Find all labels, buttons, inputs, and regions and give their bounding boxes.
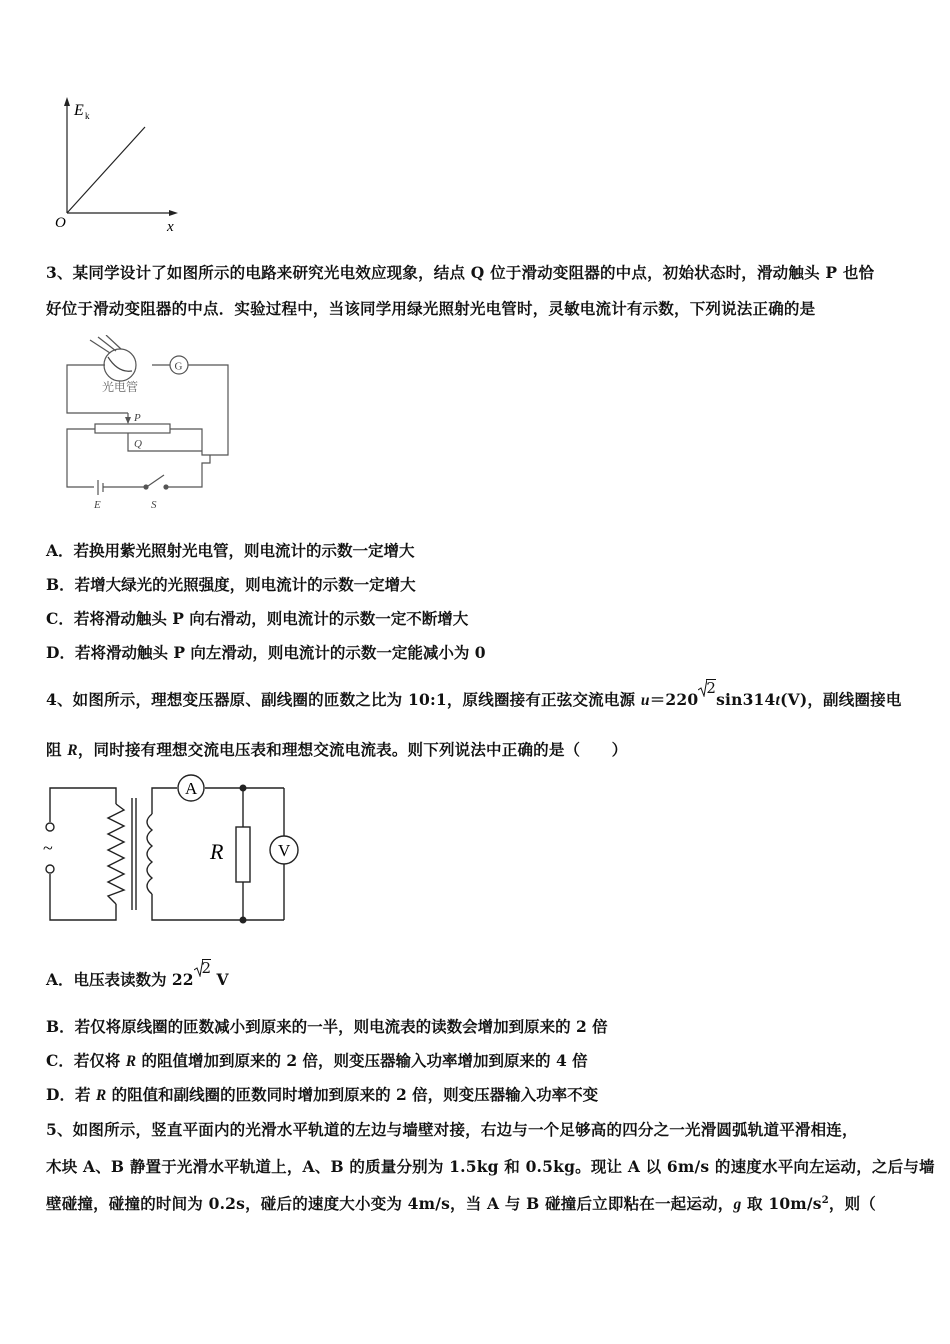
transformer-circuit [40, 774, 310, 926]
q3-option-c: C．若将滑动触头 P 向右滑动，则电流计的示数一定不断增大 [46, 609, 469, 628]
galvanometer-label: G [174, 360, 183, 373]
q5-g: g [733, 1196, 742, 1213]
q4-u: u [640, 692, 650, 709]
q4-t: t [775, 692, 781, 709]
ammeter-label: A [185, 779, 198, 798]
s-label: S [151, 499, 157, 511]
q4-sqrt: 2 [698, 679, 716, 697]
q3-option-b: B．若增大绿光的光照强度，则电流计的示数一定增大 [46, 575, 416, 594]
q4-option-a [46, 959, 229, 990]
q4-line2-a: 阻 [46, 740, 68, 759]
q4-line1-a: 4、如图所示，理想变压器原、副线圈的匝数之比为 10:1，原线圈接有正弦交流电源 [46, 690, 641, 709]
photoelectric-circuit [60, 335, 250, 515]
ek-graph [50, 95, 190, 235]
voltmeter-label: V [278, 841, 291, 860]
q3-option-d: D．若将滑动触头 P 向左滑动，则电流计的示数一定能减小为 0 [46, 643, 486, 662]
q5-line3-c: ，则（ [828, 1194, 876, 1213]
q-label: Q [134, 438, 142, 450]
rheostat [95, 424, 170, 433]
ac-source-symbol: ~ [43, 838, 53, 858]
q4-option-c-r: R [125, 1053, 137, 1070]
q4-option-b: B．若仅将原线圈的匝数减小到原来的一半，则电流表的读数会增加到原来的 2 倍 [46, 1017, 608, 1036]
q4-line1-c: (V)，副线圈接电 [780, 690, 902, 709]
x-axis-arrow [169, 210, 178, 216]
q3-line2: 好位于滑动变阻器的中点．实验过程中，当该同学用绿光照射光电管时，灵敏电流计有示数，下列说法正确的是 [46, 299, 816, 318]
y-axis-arrow [64, 97, 70, 106]
q5-line2: 木块 A、B 静置于光滑水平轨道上，A、B 的质量分别为 1.5kg 和 0.5kg。现让 A 以 6m/s 的速度水平向左运动，之后与墙 [46, 1157, 935, 1176]
e-label: E [94, 499, 101, 511]
q4-line2-r: R [67, 742, 78, 759]
q4-option-a-prefix: A．电压表读数为 22 [46, 970, 194, 989]
q3-option-a: A．若换用紫光照射光电管，则电流计的示数一定增大 [46, 541, 415, 560]
q5-line3-a: 壁碰撞，碰撞的时间为 0.2s，碰后的速度大小变为 4m/s，当 A 与 B 碰撞后立即粘在一起运动， [46, 1194, 734, 1213]
q4-option-d-b: 的阻值和副线圈的匝数同时增加到原来的 2 倍，则变压器输入功率不变 [106, 1085, 599, 1104]
q5-line1: 5、如图所示，竖直平面内的光滑水平轨道的左边与墙壁对接，右边与一个足够高的四分之一光滑圆弧轨道平滑相连， [46, 1120, 858, 1139]
p-label: P [134, 412, 141, 424]
q5-sup: 2 [821, 1194, 829, 1206]
q4-option-d [46, 1083, 598, 1105]
q4-eq: ＝220 [649, 690, 699, 709]
ek-x-label: x [167, 219, 174, 235]
q4-sin: sin314 [716, 690, 776, 709]
resistor-label: R [210, 839, 224, 864]
q5-line3 [46, 1192, 876, 1214]
ek-line [67, 127, 145, 213]
q5-line3-b: 取 10m/s [741, 1194, 822, 1213]
photo-tube-label: 光电管 [102, 380, 139, 394]
q4-option-c [46, 1049, 588, 1071]
q4-option-c-a: C．若仅将 [46, 1051, 126, 1070]
q4-option-d-a: D．若 [46, 1085, 96, 1104]
q4-option-a-unit: V [211, 970, 229, 989]
q4-line2 [46, 738, 627, 760]
q4-option-d-r: R [95, 1087, 107, 1104]
q4-option-c-b: 的阻值增加到原来的 2 倍，则变压器输入功率增加到原来的 4 倍 [136, 1051, 588, 1070]
ek-y-label-sub: k [85, 111, 90, 121]
ek-origin-label: O [55, 215, 66, 231]
q4-option-a-sqrt: 2 [194, 959, 212, 977]
photo-tube [104, 349, 136, 381]
ek-y-label: E [74, 102, 84, 119]
resistor [236, 827, 250, 882]
q4-line2-b: ，同时接有理想交流电压表和理想交流电流表。则下列说法中正确的是（ ） [77, 740, 628, 759]
q4-line1 [46, 679, 902, 710]
q3-line1: 3、某同学设计了如图所示的电路来研究光电效应现象，结点 Q 位于滑动变阻器的中点，初始状态时，滑动触头 P 也恰 [46, 263, 875, 282]
